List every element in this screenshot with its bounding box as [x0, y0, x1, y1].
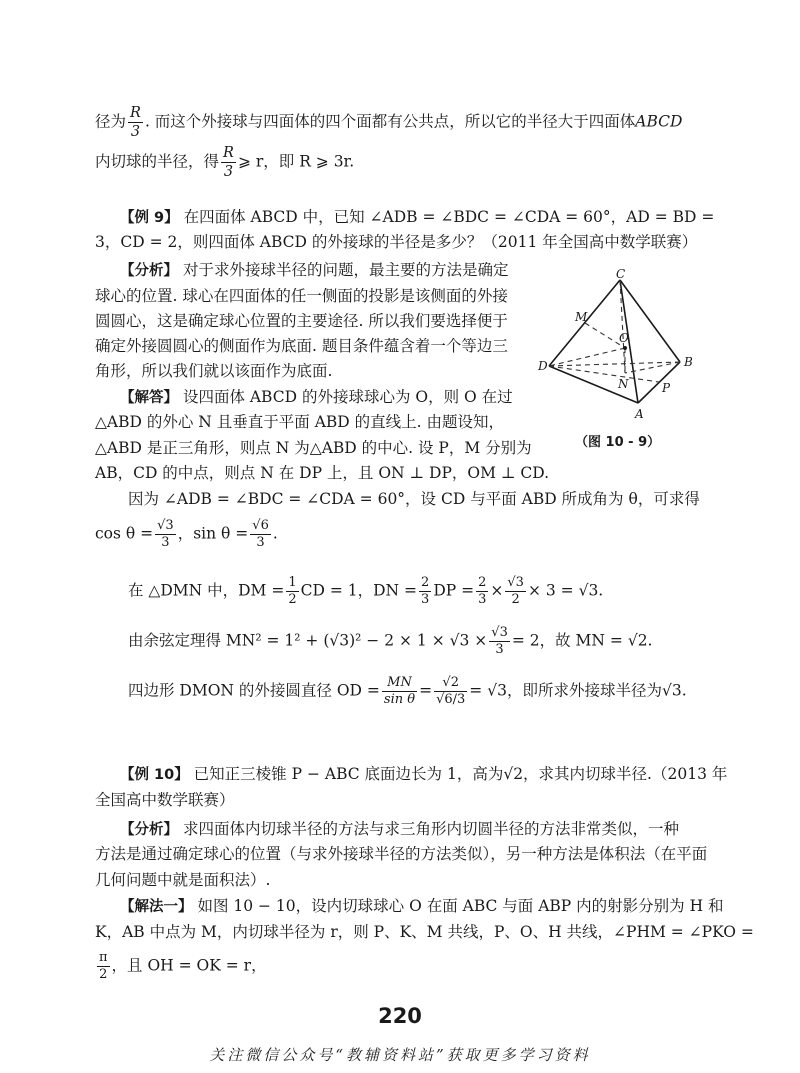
text-line: 因为 ∠ADB = ∠BDC = ∠CDA = 60°，设 CD 与平面 ABD 所成角为 θ，可求得 — [128, 490, 700, 508]
example-9-question: 【例 9】 在四面体 ABCD 中，已知 ∠ADB = ∠BDC = ∠CDA = 60°，AD = BD = — [120, 208, 715, 226]
label-o: O — [619, 331, 629, 345]
footer-note: 关注微信公众号“教辅资料站”获取更多学习资料 — [209, 1046, 591, 1064]
solution-tag: 【解答】 — [120, 390, 178, 406]
text-line — [95, 144, 710, 181]
analysis-line: 【分析】 对于求外接球半径的问题，最主要的方法是确定 — [120, 261, 509, 279]
text-line: 全国高中数学联赛） — [95, 791, 235, 809]
math-line: $\frac{\pi}{2}$ ，且 OH = OK = r， — [99, 950, 267, 982]
fraction: $\frac{1}{2}$ — [288, 575, 297, 607]
fraction: $\frac{√2}{√6/3}$ — [436, 675, 466, 707]
label-n: N — [618, 377, 629, 391]
example-tag: 【例 9】 — [120, 210, 179, 226]
label-d: D — [538, 359, 548, 373]
text-line: 3，CD = 2，则四面体 ABCD 的外接球的半径是多少？（2011 年全国高中数学联赛） — [95, 233, 698, 251]
text: 内切球的半径，得 — [95, 152, 220, 171]
text-line: 角形，所以我们就以该面作为底面. — [95, 362, 333, 380]
tetrahedron-figure — [535, 268, 715, 448]
fraction: $\frac{R}{3}$ — [130, 105, 141, 140]
analysis-tag: 【分析】 — [120, 263, 178, 279]
solution-line: 【解答】 设四面体 ABCD 的外接球球心为 O，则 O 在过 — [120, 388, 513, 406]
example-10-question: 【例 10】 已知正三棱锥 P − ABC 底面边长为 1，高为√2，求其内切球半径.（2013 年 — [120, 765, 728, 783]
math-line: cos θ = $\frac{√3}{3}$ ，sin θ = $\frac{√6}{3}$ . — [95, 518, 278, 550]
fraction: $\frac{√3}{2}$ — [507, 575, 524, 607]
fraction: $\frac{2}{3}$ — [421, 575, 430, 607]
text-line: △ABD 的外心 N 且垂直于平面 ABD 的直线上. 由题设知， — [95, 413, 504, 431]
solution-tag: 【解法一】 — [120, 899, 193, 915]
text-line: 圆圆心，这是确定球心位置的主要途径. 所以我们要选择便于 — [95, 312, 508, 330]
text-line: 方法是通过确定球心的位置（与求外接球半径的方法类似），另一种方法是体积法（在平面 — [95, 845, 708, 863]
fraction: $\frac{2}{3}$ — [478, 575, 487, 607]
page-number: 220 — [378, 1004, 422, 1028]
fraction: $\frac{√3}{3}$ — [157, 518, 174, 550]
text-line: 几何问题中就是面积法）. — [95, 871, 271, 889]
fraction: $\frac{MN}{\text{sin θ}}$ — [383, 675, 416, 707]
text-line — [95, 104, 710, 141]
label-m: M — [575, 310, 588, 324]
solution-line: 【解法一】 如图 10 − 10，设内切球球心 O 在面 ABC 与面 ABP 内的射影分别为 H 和 — [120, 897, 724, 915]
fraction: $\frac{√3}{3}$ — [491, 625, 508, 657]
text-line: K，AB 中点为 M，内切球半径为 r，则 P、K、M 共线，P、O、H 共线，∠PHM = ∠PKO = — [95, 923, 754, 941]
text-line: △ABD 是正三角形，则点 N 为△ABD 的中心. 设 P，M 分别为 — [95, 439, 532, 457]
fraction: $\frac{R}{3}$ — [223, 145, 234, 180]
text: ⩾ r，即 R ⩾ 3r. — [237, 152, 355, 171]
math-line: 四边形 DMON 的外接圆直径 OD = $\frac{MN}{\text{sin θ}}$ = $\frac{√2}{√6/3}$ = √3，即所求外接球半径为√3. — [128, 675, 687, 707]
label-a: A — [635, 407, 644, 421]
text: 径为 — [95, 112, 127, 131]
label-c: C — [616, 268, 626, 281]
text: ABCD — [635, 112, 683, 131]
label-b: B — [684, 355, 693, 369]
text-line: 确定外接圆圆心的侧面作为底面. 题目条件蕴含着一个等边三 — [95, 337, 508, 355]
fraction: $\frac{\pi}{2}$ — [99, 950, 108, 982]
analysis-line: 【分析】 求四面体内切球半径的方法与求三角形内切圆半径的方法非常类似，一种 — [120, 820, 679, 838]
analysis-tag: 【分析】 — [120, 822, 178, 838]
text-line: AB，CD 的中点，则点 N 在 DP 上，且 ON ⊥ DP，OM ⊥ CD. — [95, 464, 550, 482]
label-p: P — [662, 381, 671, 395]
text: . 而这个外接球与四面体的四个面都有公共点，所以它的半径大于四面体 — [144, 112, 636, 131]
math-line: 在 △DMN 中，DM = $\frac{1}{2}$ CD = 1，DN = $\frac{2}{3}$ DP = $\frac{2}{3}$ × $\frac{√3}{2}$ × 3 = √3. — [128, 575, 604, 607]
fraction: $\frac{√6}{3}$ — [252, 518, 269, 550]
figure-caption: （图 10 - 9） — [575, 435, 661, 450]
example-tag: 【例 10】 — [120, 767, 189, 783]
text-line: 球心的位置. 球心在四面体的任一侧面的投影是该侧面的外接 — [95, 287, 508, 305]
math-line: 由余弦定理得 MN² = 1² + (√3)² − 2 × 1 × √3 × $\frac{√3}{3}$ = 2，故 MN = √2. — [128, 625, 653, 657]
